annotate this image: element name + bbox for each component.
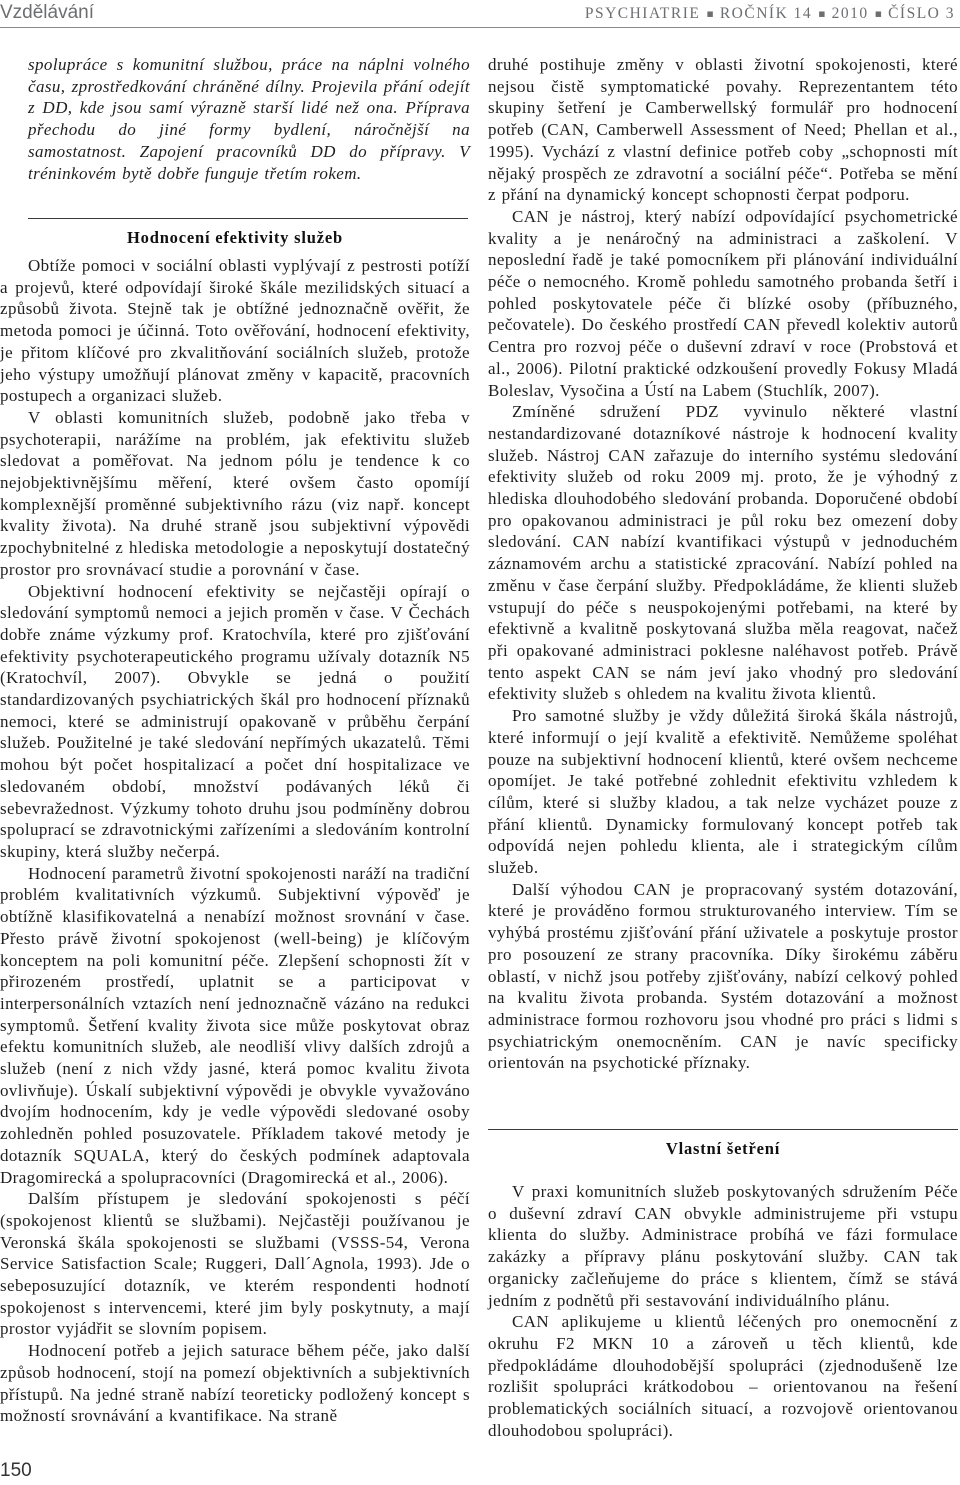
case-description-continuation: spolupráce s komunitní službou, práce na náplni volného času, zprostředkování chráněné dílny. Projevila přání odejít z DD, kde jsou samí výrazně starší lidé než ona. Příprava přechodu do jiné formy bydlení, náročnější na samostatnost. Zapojení pracovníků DD do přípravy. V tréninkovém bytě dobře funguje třetím rokem.	[28, 55, 470, 183]
section-label: Vzdělávání	[0, 2, 95, 23]
separator-square-icon: ▪	[706, 7, 714, 20]
left-column-body	[0, 255, 470, 1427]
section-heading: Vlastní šetření	[665, 1139, 781, 1158]
journal-name: PSYCHIATRIE	[584, 5, 701, 22]
body-paragraph: Obtíže pomoci v sociální oblasti vyplývají z pestrosti potíží a projevů, které odpovídají široké škále mezilidských situací a způsobů života. Stejně tak je obtížné jednoznačně ověřit, že metoda pomoci je účinná. Toto ověřování, hodnocení efektivity, je přitom klíčové pro zkvalitňování sociálních služeb, protože jeho výstupy umožňují plánovat změny v kapacitě, pracovních postupech a organizaci služeb.	[0, 256, 470, 406]
body-paragraph: Další výhodou CAN je propracovaný systém dotazování, které je prováděno formou strukturovaného interview. Tím se vyhýbá prostému zjišťování přání uživatele a poskytuje prostor pro posouzení ze strany pracovníka. Díky širokému záběru oblastí, v nichž jsou potřeby zjišťovány, nabízí celkový pohled na kvalitu života probanda. Systém dotazování a možnost administrace formou rozhovoru jsou vhodné pro práci s lidmi s psychiatrickým onemocněním. CAN je navíc specificky orientován na psychotické příznaky.	[488, 879, 958, 1073]
separator-square-icon: ▪	[874, 7, 883, 20]
body-paragraph: Zmíněné sdružení PDZ vyvinulo některé vlastní nestandardizované dotazníkové nástroje k hodnocení kvality služeb. Nástroj CAN zařazuje do interního systému sledování efektivity služeb od roku 2009 mj. proto, že je výhodný z hlediska dlouhodobého sledování probanda. Doporučené období pro opakovanou administraci je půl roku bez omezení doby sledování. CAN nabízí kvantifikaci výstupů v jednoduchém záznamovém archu a statistické zpracování. Nabízí pohled na změnu v čase čerpání služby. Předpokládáme, že klienti služeb vstupují do péče s neuspokojenými potřebami, na které by efektivně a kvalitně poskytovaná služba měla reagovat, načež při opakované administraci poklesne naléhavost potřeb. Právě tento aspekt CAN se nám jeví jako vhodný pro sledování efektivity služeb s ohledem na kvalitu života klientů.	[488, 402, 958, 704]
section-divider	[28, 218, 468, 219]
separator-square-icon: ▪	[818, 7, 826, 20]
continued-paragraph: druhé postihuje změny v oblasti životní spokojenosti, které nejsou čistě symptomatické povahy. Reprezentantem této skupiny šetření je Camberwellský formulář pro hodnocení potřeb (CAN, Camberwell Assessment of Need; Phellan et al., 1995). Vychází z vlastní definice potřeb coby „schopnosti mít nějaký prospěch ze zdravotní a sociální péče“. Potřeba se mění z přání na dynamický koncept schopnosti čerpat podporu.	[488, 55, 958, 205]
body-paragraph: V oblasti komunitních služeb, podobně jako třeba v psychoterapii, narážíme na problém, jak efektivitu služeb sledovat a poměřovat. Na jednom pólu je tendence k co nejobjektivnějšímu měření, které ovšem často opomíjí komplexnější proměnné subjektivního rázu (viz např. koncept kvality života). Na druhé straně jsou subjektivní výpovědi zpochybnitelné z hlediska metodologie a neposkytují dostatečný prostor pro srovnávací studie a porovnání v čase.	[0, 407, 470, 579]
body-paragraph: Dalším přístupem je sledování spokojenosti s péčí (spokojenost klientů se službami). Nejčastěji používanou je Veronská škála spokojenosti se službami (VSSS-54, Verona Service Satisfaction Scale; Ruggeri, Dall´Agnola, 1993). Jde o sebeposuzující dotazník, ve kterém respondenti hodnotí spokojenost s intervencemi, které jim byly poskytnuty, a mají prostor vyjádřit se slovním popisem.	[0, 1189, 470, 1339]
body-paragraph: V praxi komunitních služeb poskytovaných sdružením Péče o duševní zdraví CAN obvykle administrujeme při vstupu klienta do služby. Administrace probíhá ve fázi formulace zakázky a přípravy plánu poskytování služby. CAN tak organicky začleňujeme do práce s klientem, čímž se stává jedním z podnětů při sestavování individuálního plánu.	[488, 1182, 958, 1310]
body-paragraph: CAN je nástroj, který nabízí odpovídající psychometrické kvality a je nenáročný na administraci a zaškolení. V neposlední řadě je také pomocníkem při plánování individuální péče o nemocného. Kromě pohledu samotného probanda šetří i pohled poskytovatele péče či blízké osoby (příbuzného, pečovatele). Do českého prostředí CAN převedl kolektiv autorů Centra pro rozvoj péče o duševní zdraví v roce (Probstová et al., 2006). Pilotní praktické odzkoušení provedly Fokusy Mladá Boleslav, Vysočina a Ústí na Labem (Stuchlík, 2007).	[488, 206, 958, 400]
section-heading: Hodnocení efektivity služeb	[127, 228, 343, 247]
journal-year: 2010	[831, 5, 869, 22]
body-paragraph: CAN aplikujeme u klientů léčených pro onemocnění z okruhu F2 MKN 10 a zároveň u těch klientů, kde předpokládáme dlouhodobější spolupráci (zjednodušeně lze rozlišit spolupráci krátkodobou – orientovanou na řešení problematických sociálních situací, a rozvojově orientovanou dlouhodobou spolupráci).	[488, 1312, 958, 1440]
body-paragraph: Hodnocení parametrů životní spokojenosti naráží na tradiční problém kvalitativních výzkumů. Subjektivní výpověď je obtížně klasifikovatelná a nenabízí možnost srovnání v čase. Přesto právě životní spokojenost (well-being) je klíčovým konceptem na poli komunitní péče. Zlepšení schopnosti žít v přirozeném prostředí, uplatnit se a participovat v interpersonálních vztazích není jednoznačně vázáno na redukci symptomů. Šetření kvality života sice může poskytovat obraz efektu komunitních služeb, ale neodliší vlivy dalších zdrojů a služeb (není z nich vždy jasné, která pomoc kvalitu života ovlivňuje). Úskalí subjektivní výpovědi je obvykle vyvažováno dvojím hodnocením, kdy je vedle výpovědi sledované osoby zohledněn pohled posuzovatele. Příkladem takové metody je dotazník SQUALA, který do českých podmínek adaptovala Dragomirecká a spolupracovníci (Dragomirecká et al., 2006).	[0, 863, 470, 1187]
right-column-body	[488, 54, 958, 1074]
body-paragraph: Hodnocení potřeb a jejich saturace během péče, jako další způsob hodnocení, stojí na pomezí objektivních a subjektivních přístupů. Na jedné straně nabízí teoreticky podložený koncept s možností srovnávání a kvantifikace. Na straně	[0, 1341, 470, 1426]
section-divider	[488, 1129, 958, 1130]
body-paragraph: Pro samotné služby je vždy důležitá široká škála nástrojů, které informují o její kvalitě a efektivitě. Nemůžeme spoléhat pouze na subjektivní hodnocení klientů, které ovšem nechceme opomíjet. Je také potřebné zohlednit efektivitu vzhledem k cílům, které si služby kladou, a tak nelze vycházet pouze z přání klientů. Dynamicky formulovaný koncept potřeb tak odpovídá nejen pohledu klienta, ale i strategickým cílům služeb.	[488, 706, 958, 878]
journal-volume: ROČNÍK 14	[719, 5, 813, 22]
journal-issue: ČÍSLO 3	[888, 5, 955, 22]
body-paragraph: Objektivní hodnocení efektivity se nejčastěji opírají o sledování symptomů nemoci a jejich proměn v čase. V Čechách dobře známe výzkumy prof. Kratochvíla, které pro zjišťování efektivity psychoterapeutického programu užívaly dotazník N5 (Kratochvíl, 2007). Obvykle se jedná o použití standardizovaných psychiatrických škál pro hodnocení příznaků nemoci, které se administrují opakovaně v průběhu čerpání služeb. Použitelné je také sledování nepřímých ukazatelů. Těmi mohou být počet hospitalizací a počet dní hospitalizace ve sledovaném období, množství podávaných léků či sebevražednost. Výzkumy tohoto druhu jsou podmíněny dobrou spoluprací se zdravotnickými zařízeními a sledováním kontrolní skupiny, která služby nečerpá.	[0, 581, 470, 861]
page-number: 150	[0, 1460, 32, 1481]
right-column-section-body	[488, 1181, 958, 1441]
header-divider	[0, 27, 960, 28]
journal-info	[585, 3, 955, 25]
